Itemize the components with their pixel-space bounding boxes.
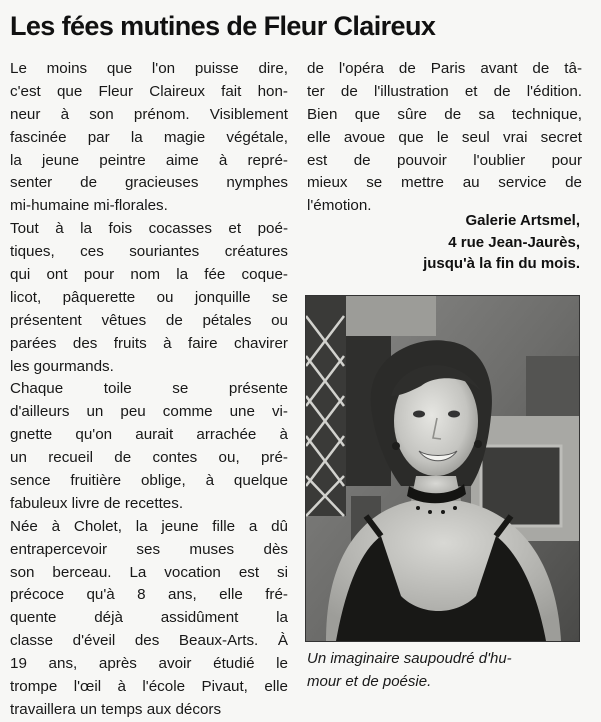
photo-caption bbox=[307, 648, 582, 693]
text-line: elle avoue que le seul vrai secret bbox=[307, 128, 582, 146]
artist-photo-illustration bbox=[306, 296, 579, 641]
gallery-name: Galerie Artsmel, bbox=[465, 212, 580, 229]
text-line: sence fruitière oblige, à quelque bbox=[10, 472, 288, 490]
text-line: parées des fruits à faire chavirer bbox=[10, 334, 288, 352]
left-text-column bbox=[10, 58, 288, 722]
text-line: mi-humaine mi-florales. bbox=[10, 197, 168, 215]
text-line: la jeune peintre aime à repré- bbox=[10, 151, 288, 169]
text-line: qui ont pour nom la fée coque- bbox=[10, 266, 288, 284]
text-line: son berceau. La vocation est si bbox=[10, 563, 288, 581]
text-line: l'émotion. bbox=[307, 197, 372, 215]
text-line: fascinée par la magie végétale, bbox=[10, 128, 288, 146]
text-line: trompe l'œil à l'école Pivaut, elle bbox=[10, 678, 288, 696]
text-line: Le moins que l'on puisse dire, bbox=[10, 60, 288, 77]
text-line: classe d'éveil des Beaux-Arts. À bbox=[10, 632, 288, 650]
text-line: 19 ans, après avoir étudié le bbox=[10, 655, 288, 673]
article-headline: Les fées mutines de Fleur Claireux bbox=[10, 11, 436, 41]
text-line: d'ailleurs un peu comme une vi- bbox=[10, 403, 288, 421]
text-line: fabuleux livre de recettes. bbox=[10, 494, 184, 512]
text-line: tiques, ces souriantes créatures bbox=[10, 243, 288, 261]
gallery-address: 4 rue Jean-Jaurès, bbox=[448, 233, 580, 251]
text-line: entrapercevoir ses muses dès bbox=[10, 540, 288, 558]
artist-photo bbox=[305, 295, 580, 642]
text-line: est de pouvoir l'oublier pour bbox=[307, 151, 582, 169]
text-line: les gourmands. bbox=[10, 357, 114, 375]
text-line: licot, pâquerette ou jonquille se bbox=[10, 288, 288, 306]
text-line: quente déjà assidûment la bbox=[10, 609, 288, 627]
text-line: neur à son prénom. Visiblement bbox=[10, 105, 288, 123]
text-line: gnette qu'on aurait arrachée à bbox=[10, 426, 288, 444]
text-line: présentent vêtues de pétales ou bbox=[10, 311, 288, 329]
right-text-column bbox=[307, 58, 582, 218]
text-line: de l'opéra de Paris avant de tâ- bbox=[307, 60, 582, 77]
text-line: un recueil de contes ou, pré- bbox=[10, 449, 288, 467]
exhibition-dates: jusqu'à la fin du mois. bbox=[423, 255, 580, 272]
exhibition-info bbox=[307, 210, 580, 275]
text-line: Bien que sûre de sa technique, bbox=[307, 105, 582, 123]
text-line: ter de l'illustration et de l'édition. bbox=[307, 82, 582, 100]
text-line: c'est que Fleur Claireux fait hon- bbox=[10, 82, 288, 100]
text-line: travaillera un temps aux décors bbox=[10, 700, 222, 718]
text-line: Tout à la fois cocasses et poé- bbox=[10, 220, 288, 238]
text-line: Chaque toile se présente bbox=[10, 380, 288, 398]
caption-line: mour et de poésie. bbox=[307, 672, 432, 690]
text-line: senter de gracieuses nymphes bbox=[10, 174, 288, 192]
text-line: mieux se mettre au service de bbox=[307, 174, 582, 192]
caption-line: Un imaginaire saupoudré d'hu- bbox=[307, 650, 512, 667]
text-line: Née à Cholet, la jeune fille a dû bbox=[10, 517, 288, 535]
text-line: précoce qu'à 8 ans, elle fré- bbox=[10, 586, 288, 604]
